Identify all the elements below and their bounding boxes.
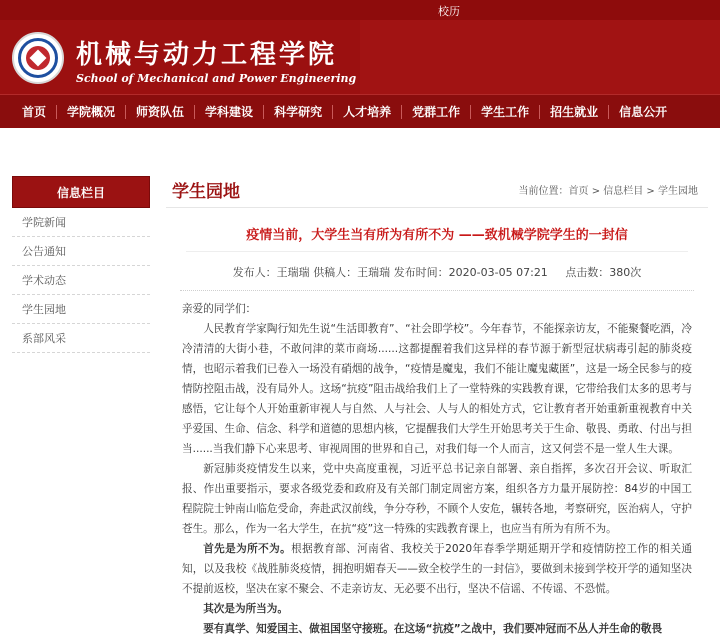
site-header bbox=[0, 20, 720, 94]
school-name-cn[interactable]: 机械与动力工程学院 bbox=[76, 40, 338, 70]
article-meta bbox=[166, 264, 708, 280]
nav-item-student-affairs[interactable]: 学生工作 bbox=[481, 105, 530, 119]
title-divider bbox=[186, 251, 688, 252]
breadcrumb bbox=[519, 182, 698, 197]
paragraph-text: 根据教育部、河南省、我校关于2020年春季学期延期开学和疫情防控工作的相关通知，以及我校《战胜肺炎疫情，拥抱明媚春天——致全校学生的一封信》，要做到未接到学校开学的通知坚决不提前返校，坚决在家不聚会、不走亲访友、无必要不出行，坚决不信谣、不传谣、不恐慌。 bbox=[182, 543, 693, 595]
main-nav bbox=[0, 94, 720, 128]
sidebar-item-student-garden[interactable]: 学生园地 bbox=[12, 295, 150, 324]
meta-publisher: 发布人：王瑞瑞 bbox=[232, 266, 310, 279]
nav-divider bbox=[194, 105, 195, 119]
article-title: 疫情当前，大学生当有所为有所不为 ——致机械学院学生的一封信 bbox=[246, 228, 628, 243]
nav-divider bbox=[125, 105, 126, 119]
meta-contributor: 供稿人：王瑞瑞 bbox=[313, 266, 391, 279]
section-titlebar bbox=[166, 172, 708, 208]
sidebar bbox=[12, 176, 150, 353]
article-greeting: 亲爱的同学们： bbox=[182, 303, 257, 315]
meta-clicks: 点击数：380次 bbox=[565, 266, 642, 279]
article-body bbox=[166, 291, 708, 639]
nav-item-admissions[interactable]: 招生就业 bbox=[550, 105, 599, 119]
sidebar-heading: 信息栏目 bbox=[12, 176, 150, 208]
top-bar bbox=[0, 0, 720, 20]
sidebar-item-notices[interactable]: 公告通知 bbox=[12, 237, 150, 266]
breadcrumb-prefix: 当前位置： bbox=[518, 186, 569, 197]
section-title: 学生园地 bbox=[172, 182, 240, 202]
header-decoration bbox=[360, 20, 720, 94]
article-paragraph: 新冠肺炎疫情发生以来，党中央高度重视，习近平总书记亲自部署、亲自指挥，多次召开会议、听取汇报、作出重要指示，要求各级党委和政府及有关部门制定周密方案，组织各方力量开展防控：84岁的中国工程院院士钟南山临危受命，奔赴武汉前线，争分夺秒，不顾个人安危，辗转各地，考察研究，医治病人，守护苍生。那么，作为一名大学生，在抗“疫”这一特殊的实践教育课上，也应当有所为有所不为。 bbox=[182, 463, 692, 535]
nav-divider bbox=[470, 105, 471, 119]
nav-item-overview[interactable]: 学院概况 bbox=[67, 105, 116, 119]
nav-item-research[interactable]: 科学研究 bbox=[274, 105, 323, 119]
nav-divider bbox=[56, 105, 57, 119]
sidebar-item-news[interactable]: 学院新闻 bbox=[12, 208, 150, 237]
meta-date: 发布时间：2020-03-05 07:21 bbox=[393, 266, 548, 279]
article-paragraph: 要有真学、知爱国主、做祖国坚守接班。在这场“抗疫”之战中，我们要冲冠而不丛人并生命的敬畏 bbox=[203, 623, 663, 635]
article-paragraph: 人民教育学家陶行知先生说“生活即教育”、“社会即学校”。今年春节，不能探亲访友，不能聚餐吃酒，冷冷清清的大街小巷，不敢问津的菜市商场......这都提醒着我们这异样的春节源于新型冠状病毒引起的肺炎疫情，也昭示着我们已卷入一场没有硝烟的战争，“疫情是魔鬼，我们不能让魔鬼藏匿”，这是一场全民参与的疫情防控阻击战，没有局外人。这场“抗疫”阻击战给我们上了一堂特殊的实践教育课，它带给我们太多的思考与感悟，它让每个人开始重新审视人与自然、人与社会、人与人的相处方式，它让教育者开始重新重视教育中关乎爱国、生命、信念、科学和道德的思想内核，它提醒我们大学生开始思考关于生命、敬畏、勇敢、付出与担当......当我们静下心来思考、审视周围的世界和自己，对我们每一个人而言，这又何尝不是一堂人生大课。 bbox=[182, 323, 692, 455]
nav-item-disclosure[interactable]: 信息公开 bbox=[619, 105, 668, 119]
nav-divider bbox=[608, 105, 609, 119]
breadcrumb-path[interactable]: 首页 > 信息栏目 > 学生园地 bbox=[568, 186, 698, 197]
school-name-en: School of Mechanical and Power Engineering bbox=[76, 72, 357, 85]
main-area bbox=[0, 128, 720, 635]
nav-item-faculty[interactable]: 师资队伍 bbox=[136, 105, 185, 119]
paragraph-lead: 首先是为所不为。 bbox=[203, 543, 292, 555]
nav-item-disciplines[interactable]: 学科建设 bbox=[205, 105, 254, 119]
nav-item-home[interactable]: 首页 bbox=[22, 105, 47, 119]
nav-divider bbox=[539, 105, 540, 119]
sidebar-item-academic[interactable]: 学术动态 bbox=[12, 266, 150, 295]
paragraph-lead: 其次是为所当为。 bbox=[203, 603, 288, 615]
nav-item-party[interactable]: 党群工作 bbox=[412, 105, 461, 119]
nav-divider bbox=[332, 105, 333, 119]
calendar-link[interactable]: 校历 bbox=[438, 5, 460, 18]
nav-item-education[interactable]: 人才培养 bbox=[343, 105, 392, 119]
school-logo-icon[interactable] bbox=[12, 32, 64, 84]
nav-divider bbox=[401, 105, 402, 119]
article-paragraph bbox=[182, 539, 692, 599]
sidebar-item-departments[interactable]: 系部风采 bbox=[12, 324, 150, 353]
nav-divider bbox=[263, 105, 264, 119]
content-panel bbox=[166, 172, 708, 639]
